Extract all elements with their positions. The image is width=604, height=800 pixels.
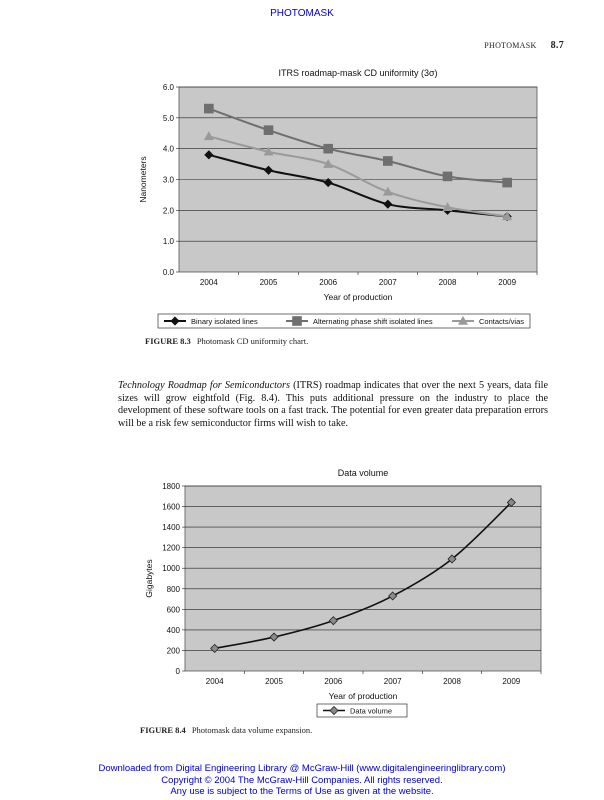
- y-tick-label: 6.0: [162, 83, 174, 92]
- y-tick-label: 400: [166, 625, 180, 635]
- figure-8-3-caption: [145, 336, 308, 346]
- data-point-alternating-phase-shift-isolated-lines: [383, 157, 392, 166]
- y-tick-label: 3.0: [162, 175, 174, 185]
- page-number: 8.7: [550, 40, 564, 51]
- x-tick-label: 2004: [205, 677, 224, 686]
- x-axis-label: Year of production: [323, 292, 393, 302]
- cd-uniformity-chart: [0, 60, 604, 332]
- x-tick-label: 2006: [324, 677, 343, 686]
- data-point-alternating-phase-shift-isolated-lines: [264, 126, 273, 135]
- y-tick-label: 1400: [162, 523, 180, 533]
- figure-8-3-label: FIGURE 8.3: [145, 336, 191, 346]
- figure-8-4-text: Photomask data volume expansion.: [191, 725, 313, 735]
- y-axis-label: Gigabytes: [144, 559, 154, 598]
- footer: [0, 763, 604, 798]
- header-link[interactable]: PHOTOMASK: [270, 8, 334, 19]
- chart-title: Data volume: [337, 468, 389, 478]
- y-tick-label: 0.0: [162, 268, 174, 277]
- data-point-alternating-phase-shift-isolated-lines: [204, 104, 213, 113]
- x-tick-label: 2007: [383, 677, 402, 686]
- body-italic-lead: Technology Roadmap for Semiconductors: [118, 380, 290, 391]
- y-tick-label: 200: [166, 646, 180, 656]
- figure-8-3-text: Photomask CD uniformity chart.: [196, 336, 309, 346]
- y-tick-label: 2.0: [162, 206, 174, 216]
- footer-terms: Any use is subject to the Terms of Use as given at the website.: [170, 786, 434, 797]
- x-tick-label: 2006: [319, 278, 338, 287]
- y-tick-label: 800: [166, 584, 180, 594]
- running-head-title: PHOTOMASK: [484, 41, 537, 50]
- running-head: [484, 40, 564, 51]
- y-tick-label: 1.0: [162, 237, 174, 247]
- x-tick-label: 2009: [498, 278, 517, 287]
- x-tick-label: 2009: [502, 677, 521, 686]
- legend-swatch-marker: [293, 317, 302, 326]
- legend-label: Contacts/vias: [479, 317, 525, 326]
- figure-8-4-caption: [140, 725, 312, 735]
- data-point-alternating-phase-shift-isolated-lines: [443, 172, 452, 181]
- body-text: (ITRS) roadmap indicates that over the next 5 years, data file sizes will grow eightfold (Fig. 8.4). This puts additional pressure on the industry to place the development of these software tools on a fast track. The potential for even greater data preparation errors will be a risk few semiconductor firms will wish to take.: [118, 380, 548, 429]
- figure-8-4-label: FIGURE 8.4: [140, 725, 186, 735]
- footer-copyright: Copyright © 2004 The McGraw-Hill Companies. All rights reserved.: [161, 774, 443, 786]
- x-tick-label: 2004: [199, 278, 218, 287]
- data-point-alternating-phase-shift-isolated-lines: [324, 144, 333, 153]
- x-tick-label: 2005: [259, 278, 278, 287]
- legend-label: Alternating phase shift isolated lines: [313, 317, 433, 326]
- x-tick-label: 2007: [378, 278, 397, 287]
- legend-label: Binary isolated lines: [191, 317, 258, 326]
- y-tick-label: 1800: [162, 482, 180, 491]
- y-tick-label: 1000: [162, 564, 180, 574]
- y-tick-label: 1200: [162, 543, 180, 553]
- x-tick-label: 2008: [443, 677, 461, 686]
- footer-link[interactable]: Downloaded from Digital Engineering Library @ McGraw-Hill (www.digitalengineeringlibrary.com): [98, 763, 506, 774]
- y-axis-label: Nanometers: [138, 156, 148, 203]
- body-paragraph: [118, 380, 548, 430]
- y-tick-label: 4.0: [162, 144, 174, 154]
- x-axis-label: Year of production: [328, 691, 398, 701]
- y-tick-label: 0: [175, 667, 180, 676]
- legend-label: Data volume: [350, 706, 393, 716]
- y-tick-label: 1600: [162, 502, 180, 512]
- plot-area: [185, 486, 541, 671]
- y-tick-label: 600: [166, 605, 180, 615]
- chart-title: ITRS roadmap-mask CD uniformity (3σ): [278, 68, 438, 78]
- data-point-alternating-phase-shift-isolated-lines: [503, 178, 512, 187]
- y-tick-label: 5.0: [162, 113, 174, 123]
- x-tick-label: 2008: [438, 278, 457, 287]
- x-tick-label: 2005: [265, 677, 283, 686]
- data-volume-chart: [0, 460, 604, 722]
